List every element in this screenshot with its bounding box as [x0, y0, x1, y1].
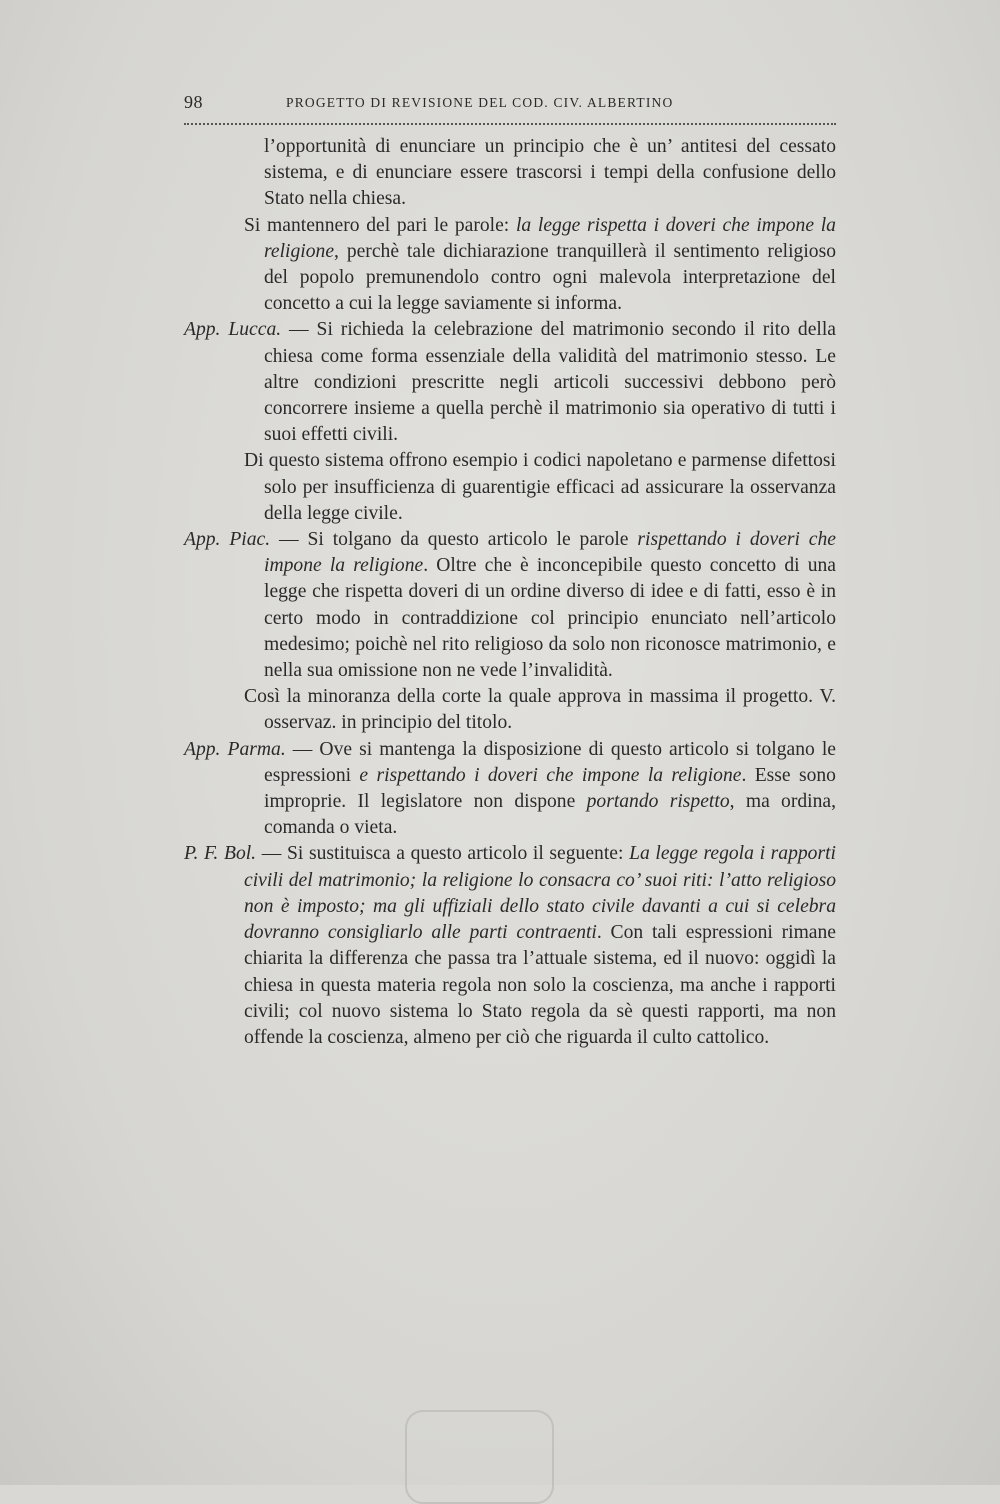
entry-text: . Oltre che è inconcepibile questo concetto di una legge che rispetta doveri di un ordine diverso di idee e di fatti, esso è in certo modo in contraddizione col principio enunciato nell’articolo medesimo; poichè nel rito religioso da solo non riconosce matrimonio, e nella sua omissione non ne vede l’invalidità.	[264, 555, 836, 682]
running-header	[184, 92, 836, 118]
quoted-phrase: La legge regola i rapporti civili del matrimonio; la religione lo consacra co’ suoi riti: l’atto religioso non è imposto; ma gli uffiziali dello stato civile davanti a cui si celebra dovranno consigliarlo alle parti contraenti	[244, 843, 836, 944]
entry-text: — Ove si mantenga la disposizione di questo articolo si tolgano le espressioni	[264, 738, 836, 786]
entry-label: App. Parma.	[184, 738, 286, 760]
paragraph-mantennero	[184, 213, 836, 318]
entry-text: , ma ordina, comanda o vieta.	[264, 791, 837, 839]
body-text	[184, 134, 836, 1051]
entry-text: — Si richieda la celebrazione del matrimonio secondo il rito della chiesa come forma essenziale della validità del matrimonio stesso. Le altre condizioni prescritte negli articoli successivi debbono però concorrere insieme a quella perchè il matrimonio sia operativo di tutti i suoi effetti civili.	[264, 319, 836, 446]
entry-pf-bol	[184, 841, 836, 1051]
entry-app-piac	[184, 527, 836, 684]
paragraph-minoranza	[184, 684, 836, 736]
paragraph-text: Di questo sistema offrono esempio i codici napoletano e parmense difettosi solo per insufficienza di guarentigie efficaci ad assicurare la osservanza della legge civile.	[244, 450, 836, 524]
paragraph-text: , perchè tale dichiarazione tranquillerà il sentimento religioso del popolo premunendolo contro ogni malevola interpretazione del concetto a cui la legge saviamente si informa.	[264, 240, 836, 315]
entry-text: . Con tali espressioni rimane chiarita la differenza che passa tra l’attuale sistema, ed il nuovo: oggidì la chiesa in questa materia regola non solo la coscienza, ma anche i rapporti civili; col nuovo sistema lo Stato regola da sè questi rapporti, ma non offende la coscienza, almeno per ciò che riguarda il culto cattolico.	[244, 922, 836, 1048]
entry-text: — Si sustituisca a questo articolo il seguente:	[256, 843, 630, 865]
paragraph-sistema	[184, 448, 836, 527]
quoted-phrase: rispettando i doveri che impone la religione	[264, 529, 836, 577]
entry-label: P. F. Bol.	[184, 843, 257, 865]
running-title: PROGETTO DI REVISIONE DEL COD. CIV. ALBERTINO	[286, 95, 674, 110]
entry-label: App. Piac.	[184, 529, 271, 551]
paragraph-continuation	[184, 134, 836, 213]
paragraph-text: Si mantennero del pari le parole:	[244, 214, 516, 236]
quoted-phrase: portando rispetto	[586, 791, 730, 813]
library-stamp	[405, 1410, 554, 1504]
quoted-phrase: e rispettando i doveri che impone la religione	[359, 764, 742, 786]
paragraph-text: l’opportunità di enunciare un principio che è un’ antitesi del cessato sistema, e di enunciare essere trascorsi i tempi della confusione dello Stato nella chiesa.	[264, 136, 836, 210]
paragraph-text: Così la minoranza della corte la quale approva in massima il progetto. V. osservaz. in principio del titolo.	[244, 686, 836, 734]
entry-app-parma	[184, 737, 836, 842]
entry-label: App. Lucca.	[184, 319, 282, 341]
quoted-phrase: la legge rispetta i doveri che impone la religione	[264, 214, 836, 262]
page-number: 98	[184, 92, 203, 112]
entry-text: — Si tolgano da questo articolo le parole	[270, 529, 638, 551]
entry-text: . Esse sono improprie. Il legislatore non dispone	[264, 764, 836, 813]
entry-app-lucca	[184, 317, 836, 448]
header-rule	[184, 123, 836, 125]
